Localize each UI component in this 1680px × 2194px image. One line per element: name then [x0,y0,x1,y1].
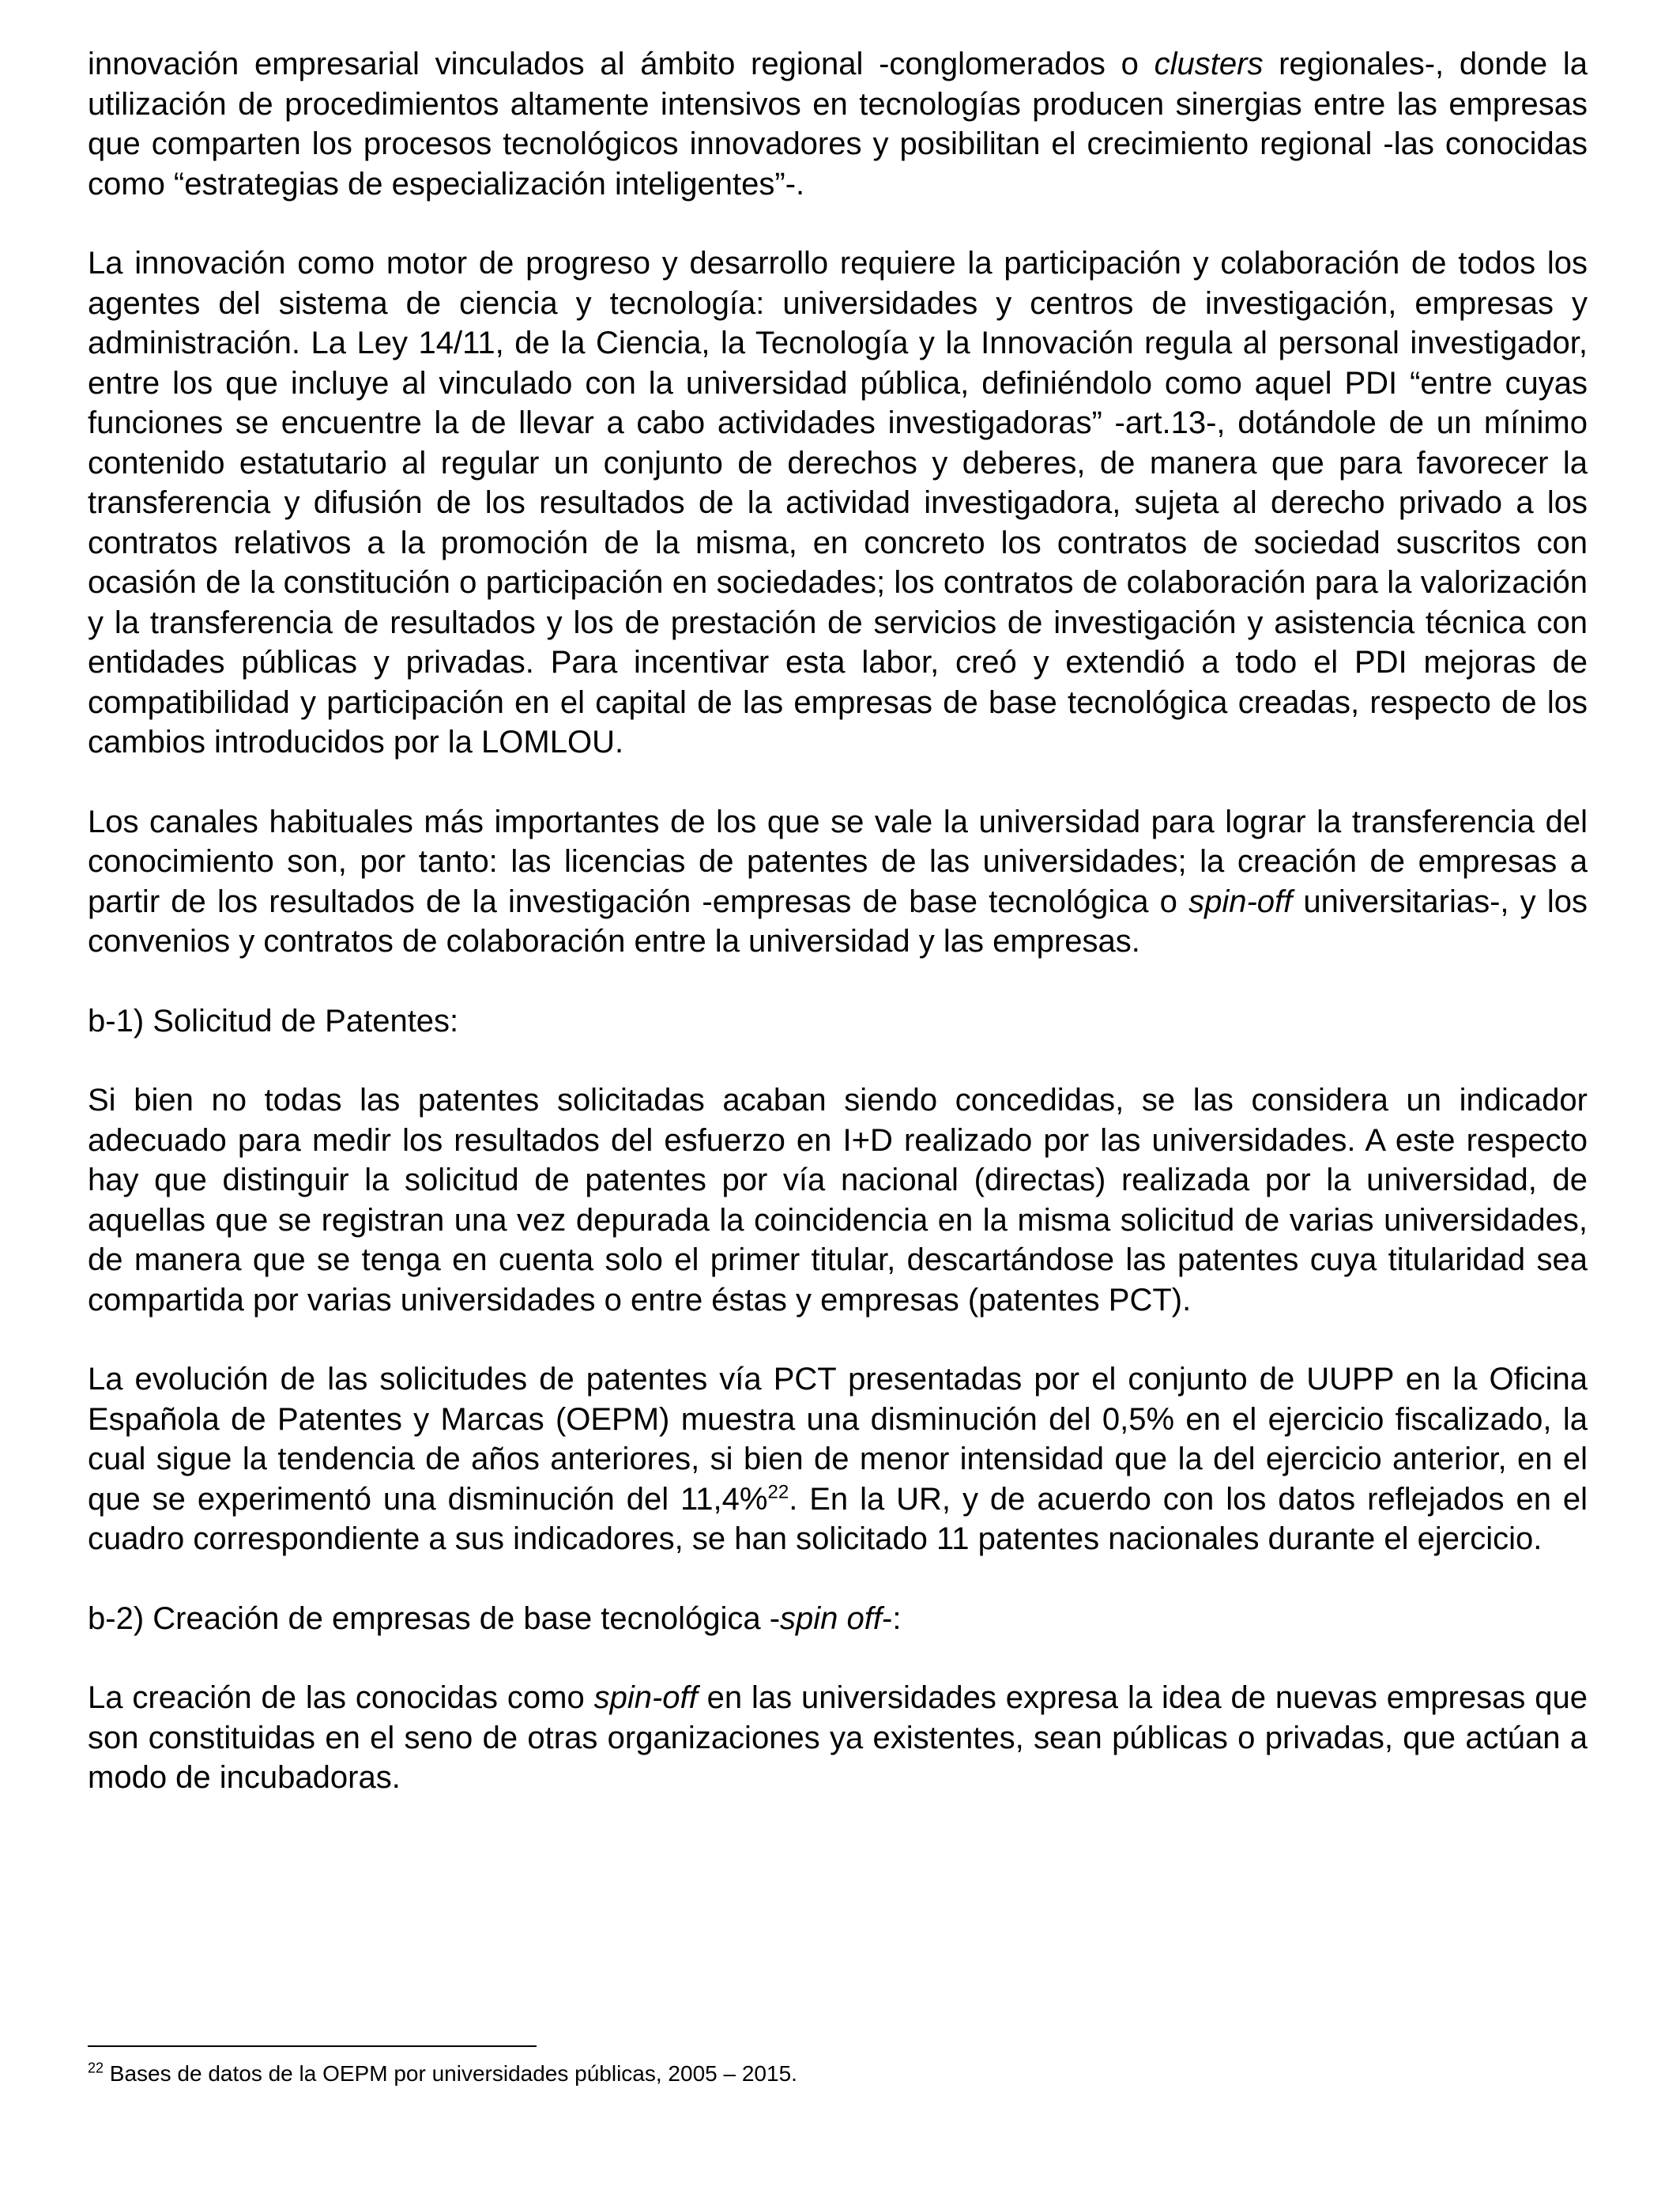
text-run: Los canales habituales más importantes de los que se vale la universidad para lograr la transferencia del conocimiento son, por tanto: las licencias de patentes de las universidades; la creación de empresas a partir de los resultados de la investigación -empresas de base tecnológica o [88,804,1588,919]
document-body [88,44,1588,1838]
italic-term-clusters: clusters [1154,47,1264,81]
italic-term-spin-off: spin-off [1188,884,1293,919]
footnote-reference[interactable]: 22 [767,1481,789,1503]
text-run: . En la UR, y de acuerdo con los datos reflejados en el cuadro correspondiente a sus indicadores, se han solicitado 11 patentes nacionales durante el ejercicio. [88,1481,1588,1556]
text-run: -: [882,1600,902,1636]
text-run: La evolución de las solicitudes de patentes vía PCT presentadas por el conjunto de UUPP en la Oficina Española de Patentes y Marcas (OEPM) muestra una disminución del 0,5% en el ejercicio fiscalizado, la cual sigue la tendencia de años anteriores, si bien de menor intensidad que la del ejercicio anterior, en el que se experimentó una disminución del 11,4% [88,1362,1588,1517]
paragraph-spin-off-definition [88,1678,1588,1798]
paragraph-transfer-channels [88,802,1588,962]
text-run: regionales-, donde la utilización de procedimientos altamente intensivos en tecnologías producen sinergias entre las empresas que comparten los procesos tecnológicos innovadores y posibilitan el crecimiento regional -las conocidas como “estrategias de especialización inteligentes”-. [88,47,1588,202]
italic-term-spin-off: spin-off [593,1680,698,1715]
footnote [88,2060,1588,2088]
footnote-separator [88,2045,537,2047]
paragraph-patent-requests: Si bien no todas las patentes solicitadas acaban siendo concedidas, se las considera un indicador adecuado para medir los resultados del esfuerzo en I+D realizado por las universidades. A este respecto hay que distinguir la solicitud de patentes por vía nacional (directas) realizada por la universidad, de aquellas que se registran una vez depurada la coincidencia en la misma solicitud de varias universidades, de manera que se tenga en cuenta solo el primer titular, descartándose las patentes cuya titularidad sea compartida por varias universidades o entre éstas y empresas (patentes PCT). [88,1083,1588,1318]
footnote-text: Bases de datos de la OEPM por universidades públicas, 2005 – 2015. [104,2061,797,2086]
text-run: universitarias-, y los convenios y contratos de colaboración entre la universidad y las empresas. [88,884,1588,959]
section-heading-patents: b-1) Solicitud de Patentes: [88,1003,459,1039]
text-run: b-2) Creación de empresas de base tecnológica - [88,1600,781,1636]
text-run: La creación de las conocidas como [88,1680,594,1715]
text-run: en las universidades expresa la idea de nuevas empresas que son constituidas en el seno de otras organizaciones ya existentes, sean públicas o privadas, que actúan a modo de incubadoras. [88,1680,1588,1795]
text-run: innovación empresarial vinculados al ámbito regional -conglomerados o [88,47,1155,81]
paragraph-innovation-law: La innovación como motor de progreso y desarrollo requiere la participación y colaboración de todos los agentes del sistema de ciencia y tecnología: universidades y centros de investigación, empresas y administración. La Ley 14/11, de la Ciencia, la Tecnología y la Innovación regula al personal investigador, entre los que incluye al vinculado con la universidad pública, definiéndolo como aquel PDI “entre cuyas funciones se encuentre la de llevar a cabo actividades investigadoras” -art.13-, dotándole de un mínimo contenido estatutario al regular un conjunto de derechos y deberes, de manera que para favorecer la transferencia y difusión de los resultados de la actividad investigadora, sujeta al derecho privado a los contratos relativos a la promoción de la misma, en concreto los contratos de sociedad suscritos con ocasión de la constitución o participación en sociedades; los contratos de colaboración para la valorización y la transferencia de resultados y los de prestación de servicios de investigación y asistencia técnica con entidades públicas y privadas. Para incentivar esta labor, creó y extendió a todo el PDI mejoras de compatibilidad y participación en el capital de las empresas de base tecnológica creadas, respecto de los cambios introducidos por la LOMLOU. [88,246,1588,760]
paragraph-innovation-clusters [88,44,1588,204]
italic-term-spin-off: spin off [780,1600,883,1636]
footnote-number: 22 [88,2060,104,2076]
paragraph-patent-evolution [88,1359,1588,1559]
section-heading-spin-off [88,1599,1588,1639]
